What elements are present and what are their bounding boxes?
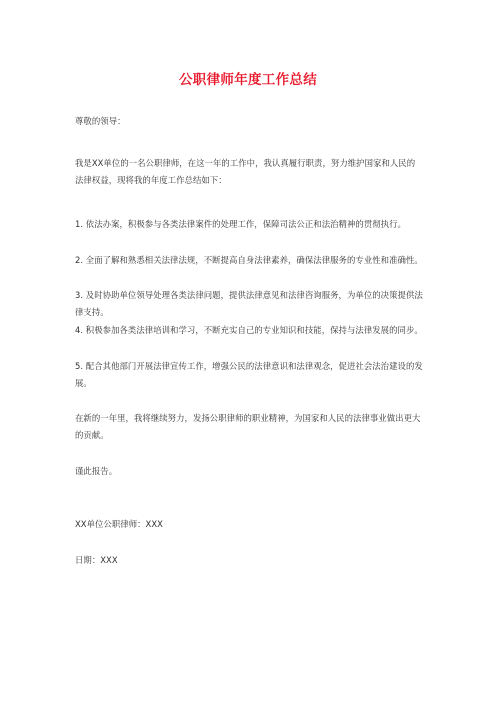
closing-paragraph: 在新的一年里，我将继续努力，发扬公职律师的职业精神，为国家和人民的法律事业做出更大的贡献。	[75, 413, 421, 440]
date-line: 日期：XXX	[75, 555, 118, 565]
intro-paragraph: 我是XX单位的一名公职律师，在这一年的工作中，我认真履行职责，努力维护国家和人民的法律权益，现将我的年度工作总结如下：	[75, 158, 416, 185]
summary-item-2: 2. 全面了解和熟悉相关法律法规，不断提高自身法律素养，确保法律服务的专业性和准确性。	[75, 255, 423, 265]
summary-item-4: 4. 积极参加各类法律培训和学习，不断充实自己的专业知识和技能，保持与法律发展的同步。	[75, 325, 423, 335]
greeting-text: 尊敬的领导：	[75, 116, 126, 126]
summary-item-5: 5. 配合其他部门开展法律宣传工作，增强公民的法律意识和法律观念，促进社会法治建设的发展。	[75, 361, 423, 388]
ending-line: 谨此报告。	[75, 466, 118, 476]
summary-item-1: 1. 依法办案，积极参与各类法律案件的处理工作，保障司法公正和法治精神的贯彻执行。	[75, 219, 406, 229]
summary-item-3: 3. 及时协助单位领导处理各类法律问题，提供法律意见和法律咨询服务，为单位的决策提供法律支持。	[75, 290, 423, 317]
document-title: 公职律师年度工作总结	[179, 72, 317, 88]
signature-line: XX单位公职律师：XXX	[75, 519, 163, 529]
